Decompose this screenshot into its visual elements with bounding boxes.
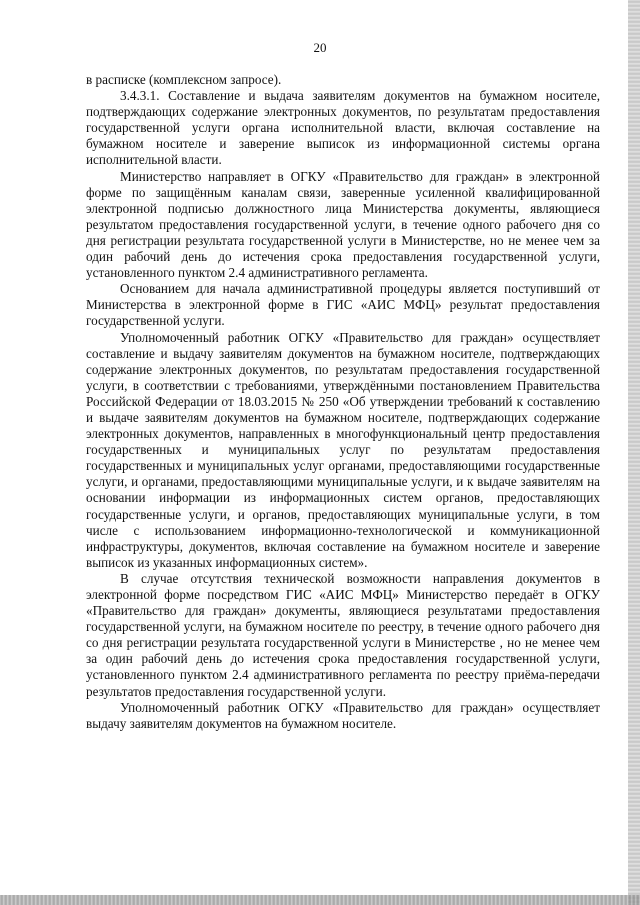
paragraph-section-3-4-3-1: 3.4.3.1. Составление и выдача заявителям документов на бумажном носителе, подтверждающих содержание электронных документов, по результатам предоставления государственной услуги органа исполнительной власти, включая составление на бумажном носителе и заверение выписок из информационной системы органа исполнительной власти. <box>86 88 600 168</box>
scan-edge-bottom <box>0 895 640 905</box>
paragraph-no-technical-possibility: В случае отсутствия технической возможности направления документов в электронной форме посредством ГИС «АИС МФЦ» Министерство передаёт в ОГКУ «Правительство для граждан» документы, являющиеся результатами предоставления государственной услуги, на бумажном носителе по реестру, в течение одного рабочего дня со дня регистрации результата государственной услуги в Министерстве , но не менее чем за один рабочий день до истечения срока предоставления государственной услуги, установленного пунктом 2.4 административного регламента по реестру приёма-передачи результатов предоставления государственной услуги. <box>86 570 600 699</box>
paragraph-ministry-sends: Министерство направляет в ОГКУ «Правительство для граждан» в электронной форме по защищённым каналам связи, заверенные усиленной квалифицированной электронной подписью должностного лица Министерства документы, являющиеся результатом предоставления государственной услуги, в течение одного рабочего дня со дня регистрации результата государственной услуги в Министерстве, но не менее чем за один рабочий день до истечения срока предоставления государственной услуги, установленного пунктом 2.4 административного регламента. <box>86 168 600 281</box>
paragraph-grounds: Основанием для начала административной процедуры является поступивший от Министерства в электронной форме в ГИС «АИС МФЦ» результат предоставления государственной услуги. <box>86 281 600 329</box>
paragraph-issuance: Уполномоченный работник ОГКУ «Правительство для граждан» осуществляет выдачу заявителям документов на бумажном носителе. <box>86 699 600 731</box>
paragraph-continuation: в расписке (комплексном запросе). <box>86 72 282 87</box>
document-body <box>86 72 600 732</box>
scan-edge-right <box>628 0 640 905</box>
page-number: 20 <box>313 40 327 55</box>
paragraph-authorized-worker: Уполномоченный работник ОГКУ «Правительство для граждан» осуществляет составление и выдачу заявителям документов на бумажном носителе, подтверждающих содержание электронных документов, по результатам предоставления государственной услуги, в соответствии с требованиями, утверждёнными постановлением Правительства Российской Федерации от 18.03.2015 № 250 «Об утверждении требований к составлению и выдаче заявителям документов на бумажном носителе, подтверждающих содержание электронных документов, направленных в многофункциональный центр предоставления государственных и муниципальных услуг по результатам предоставления государственных и муниципальных услуг органами, предоставляющими государственные услуги, и органами, предоставляющими муниципальные услуги, и к выдаче заявителям на основании информации из информационных систем органов, предоставляющих государственные услуги, и органов, предоставляющих муниципальные услуги, в том числе с использованием информационно-технологической и коммуникационной инфраструктуры, документов, включая составление на бумажном носителе и заверение выписок из указанных информационных систем». <box>86 329 600 570</box>
